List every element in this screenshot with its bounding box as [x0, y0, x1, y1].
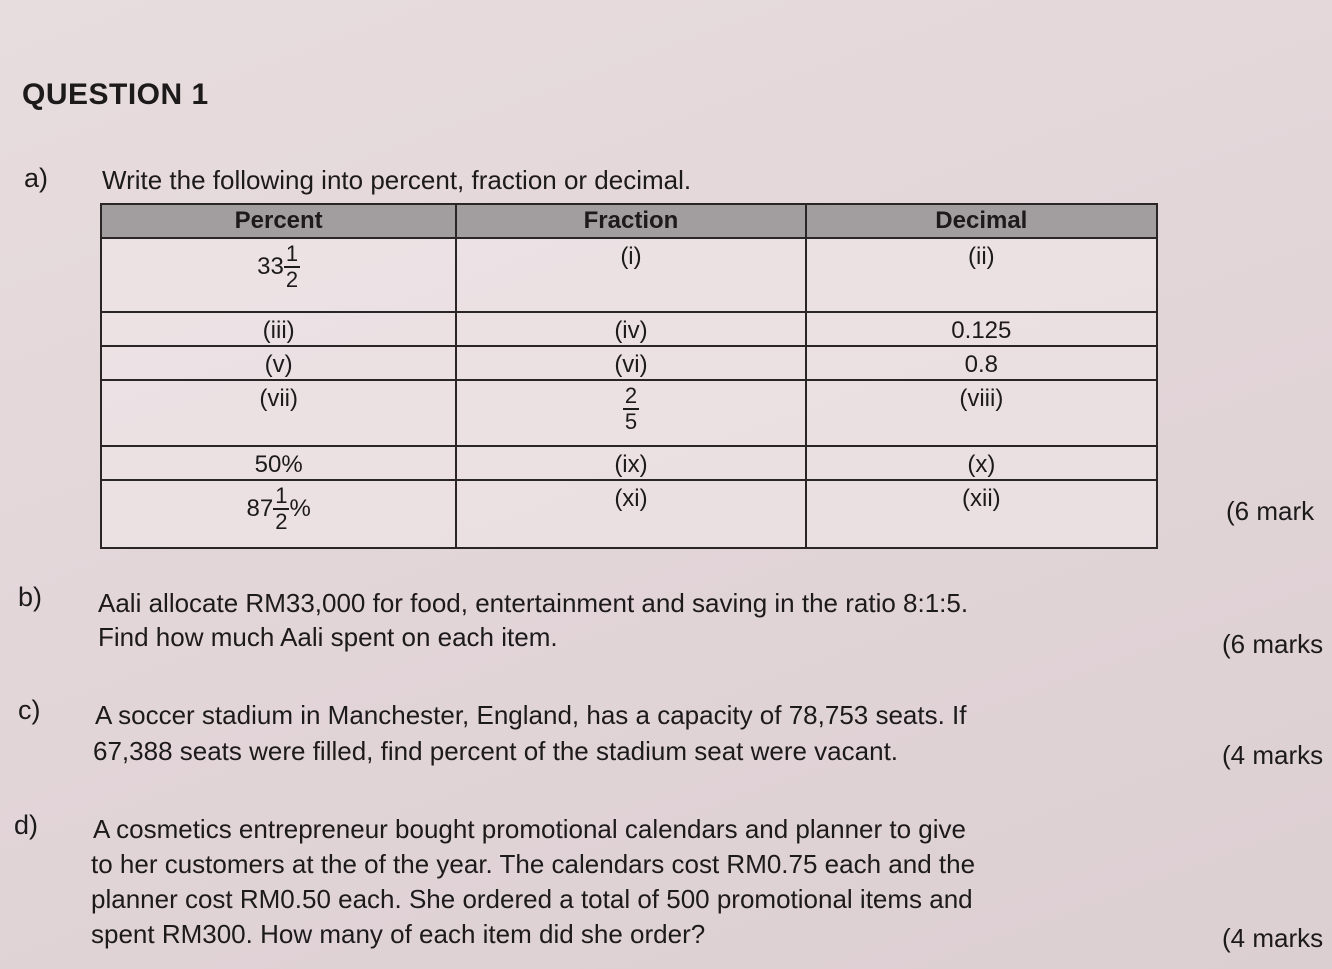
- mixed-number-whole: 33: [257, 253, 284, 280]
- table-row: [101, 312, 1157, 346]
- part-d-line-2: to her customers at the of the year. The calendars cost RM0.75 each and the: [91, 849, 976, 879]
- percent-sign: %: [289, 495, 311, 522]
- decimal-cell: (viii): [806, 380, 1157, 446]
- fraction-numerator: 1: [285, 241, 299, 266]
- part-d-letter: d): [14, 810, 39, 840]
- fraction-cell: [456, 380, 805, 446]
- part-b-line-1: Aali allocate RM33,000 for food, entertainment and saving in the ratio 8:1:5.: [98, 588, 969, 618]
- part-a-instruction: Write the following into percent, fraction or decimal.: [102, 165, 692, 195]
- table-row: [101, 446, 1157, 480]
- part-a-marks: (6 mark: [1226, 496, 1315, 526]
- part-c-line-2: 67,388 seats were filled, find percent of the stadium seat were vacant.: [93, 736, 899, 766]
- part-c-line-1: A soccer stadium in Manchester, England, has a capacity of 78,753 seats. If: [95, 700, 967, 730]
- percent-cell: (v): [101, 346, 456, 380]
- fraction-cell: (xi): [456, 480, 805, 548]
- fraction-cell: (i): [456, 238, 805, 312]
- table-row: [101, 480, 1157, 548]
- part-c-marks: (4 marks: [1222, 740, 1324, 770]
- part-b-line-2: Find how much Aali spent on each item.: [98, 622, 558, 652]
- fraction-cell: (vi): [456, 346, 805, 380]
- fraction-mark: [284, 243, 300, 291]
- fraction-numerator: 1: [275, 483, 288, 508]
- fraction-mark: [273, 485, 289, 533]
- header-fraction: Fraction: [456, 204, 805, 238]
- percent-cell: [101, 238, 456, 312]
- percent-cell: [101, 480, 456, 548]
- percent-cell: (iii): [101, 312, 456, 346]
- table-header-row: [101, 204, 1157, 238]
- decimal-cell: (ii): [806, 238, 1157, 312]
- part-d-line-4: spent RM300. How many of each item did she order?: [91, 919, 706, 949]
- fraction-denominator: 2: [285, 267, 299, 292]
- decimal-cell: (xii): [806, 480, 1157, 548]
- table-row: [101, 238, 1157, 312]
- part-b-letter: b): [18, 582, 43, 612]
- part-b-marks: (6 marks: [1222, 629, 1324, 659]
- decimal-cell: 0.125: [806, 312, 1157, 346]
- part-c-letter: c): [18, 695, 41, 725]
- conversion-table: [100, 203, 1158, 549]
- fraction-mark: [623, 385, 639, 433]
- header-percent: Percent: [101, 204, 456, 238]
- fraction-cell: (iv): [456, 312, 805, 346]
- fraction-denominator: 2: [275, 509, 288, 534]
- mixed-number-whole: 87: [246, 495, 274, 522]
- decimal-cell: (x): [806, 446, 1157, 480]
- header-decimal: Decimal: [806, 204, 1157, 238]
- table-row: [101, 346, 1157, 380]
- fraction-denominator: 5: [624, 409, 638, 434]
- percent-cell: (vii): [101, 380, 456, 446]
- part-a-letter: a): [24, 163, 49, 193]
- table-row: [101, 380, 1157, 446]
- question-heading: QUESTION 1: [22, 78, 209, 111]
- part-d-marks: (4 marks: [1222, 923, 1324, 953]
- percent-cell: 50%: [101, 446, 456, 480]
- decimal-cell: 0.8: [806, 346, 1157, 380]
- fraction-numerator: 2: [624, 383, 638, 408]
- part-d-line-1: A cosmetics entrepreneur bought promotional calendars and planner to give: [93, 814, 966, 844]
- part-d-line-3: planner cost RM0.50 each. She ordered a total of 500 promotional items and: [91, 884, 973, 914]
- fraction-cell: (ix): [456, 446, 805, 480]
